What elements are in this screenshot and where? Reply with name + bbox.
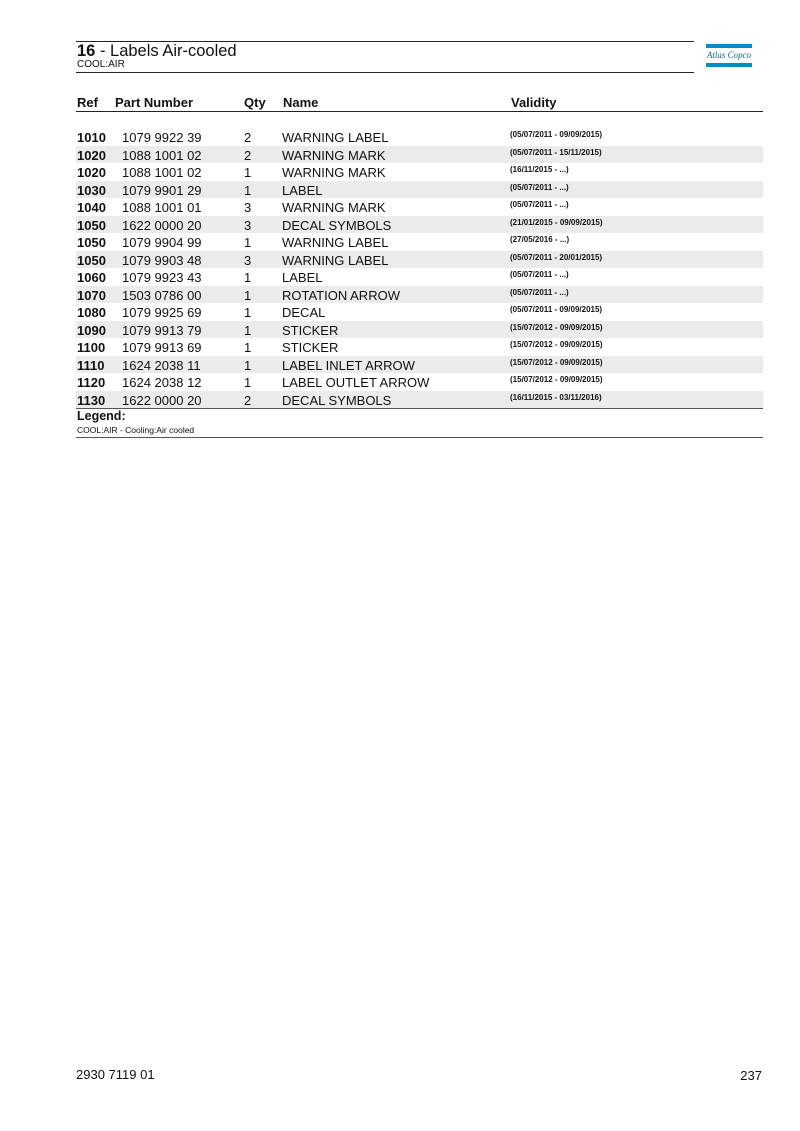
row-validity: (15/07/2012 - 09/09/2015) [510,357,603,367]
table-row [76,233,763,251]
footer-page-number: 237 [740,1068,762,1083]
row-validity: (05/07/2011 - 15/11/2015) [510,147,602,157]
row-part-number: 1079 9923 43 [122,270,202,285]
column-header-rule [76,111,763,112]
row-validity: (15/07/2012 - 09/09/2015) [510,322,603,332]
row-ref: 1120 [77,375,106,390]
row-name: LABEL [282,270,323,285]
row-part-number: 1079 9913 79 [122,322,202,338]
row-qty: 1 [244,287,252,303]
row-part-number: 1079 9901 29 [122,182,202,198]
row-qty: 1 [244,357,252,373]
row-validity: (05/07/2011 - 20/01/2015) [510,252,603,262]
row-name: LABEL INLET ARROW [282,357,415,373]
row-ref: 1030 [77,182,106,198]
row-ref: 1110 [77,357,105,373]
row-validity: (16/11/2015 - ...) [510,165,569,174]
row-ref: 1130 [77,392,106,408]
table-row [76,303,763,321]
page-subtitle: COOL:AIR [77,59,125,70]
col-header-qty: Qty [244,95,266,110]
row-qty: 3 [244,252,252,268]
row-validity: (16/11/2015 - 03/11/2016) [510,392,602,402]
header-bottom-rule [76,72,694,73]
table-row [76,181,763,199]
table-row [76,373,763,391]
table-row [76,338,763,356]
table-row [76,216,763,234]
logo-bar-bottom [706,63,752,67]
row-qty: 2 [244,147,252,163]
col-header-part-number: Part Number [115,95,194,110]
col-header-name: Name [283,95,319,110]
col-header-validity: Validity [511,95,557,110]
row-name: WARNING MARK [282,147,386,163]
row-name: DECAL [282,305,326,320]
row-qty: 2 [244,392,252,408]
row-part-number: 1079 9904 99 [122,235,202,250]
row-validity: (05/07/2011 - ...) [510,200,569,209]
page-title [77,41,237,61]
logo-text: Atlas Copco [706,50,752,60]
table-row [76,163,763,181]
row-name: WARNING LABEL [282,235,389,250]
row-part-number: 1079 9922 39 [122,130,202,145]
row-validity: (27/05/2016 - ...) [510,235,570,244]
row-qty: 1 [244,340,252,355]
row-name: LABEL [282,182,323,198]
table-row [76,146,763,164]
row-name: ROTATION ARROW [282,287,400,303]
row-name: WARNING MARK [282,200,386,215]
row-ref: 1050 [77,252,106,268]
row-name: STICKER [282,322,339,338]
row-part-number: 1622 0000 20 [122,217,202,233]
row-part-number: 1079 9913 69 [122,340,202,355]
row-name: WARNING MARK [282,165,386,180]
footer-doc-number: 2930 7119 01 [76,1067,155,1082]
table-row [76,198,763,216]
row-part-number: 1622 0000 20 [122,392,202,408]
row-validity: (21/01/2015 - 09/09/2015) [510,217,603,227]
legend-title: Legend: [77,409,126,423]
legend-bottom-rule [76,437,763,438]
table-row [76,268,763,286]
row-name: DECAL SYMBOLS [282,392,392,408]
row-ref: 1100 [77,340,106,355]
atlas-copco-logo [706,44,752,68]
row-qty: 3 [244,217,252,233]
row-part-number: 1503 0786 00 [122,287,202,303]
row-name: LABEL OUTLET ARROW [282,375,430,390]
table-bottom-rule [76,408,763,409]
row-ref: 1090 [77,322,106,338]
table-row [76,321,763,339]
row-ref: 1020 [77,147,106,163]
logo-bar-top [706,44,752,48]
row-validity: (05/07/2011 - ...) [510,182,569,192]
row-part-number: 1079 9925 69 [122,305,202,320]
row-ref: 1070 [77,287,106,303]
row-qty: 3 [244,200,252,215]
row-qty: 1 [244,270,252,285]
row-validity: (15/07/2012 - 09/09/2015) [510,375,603,384]
row-qty: 1 [244,305,252,320]
row-part-number: 1624 2038 11 [122,357,201,373]
row-part-number: 1088 1001 02 [122,147,202,163]
row-ref: 1080 [77,305,106,320]
row-part-number: 1079 9903 48 [122,252,202,268]
row-ref: 1050 [77,235,106,250]
section-title: - Labels Air-cooled [95,42,237,60]
row-qty: 1 [244,182,252,198]
table-row [76,251,763,269]
parts-table [76,128,763,408]
row-qty: 1 [244,165,252,180]
row-validity: (05/07/2011 - 09/09/2015) [510,130,603,139]
row-qty: 1 [244,235,252,250]
col-header-ref: Ref [77,95,98,110]
row-validity: (05/07/2011 - 09/09/2015) [510,305,603,314]
table-row [76,286,763,304]
row-ref: 1060 [77,270,106,285]
table-row [76,128,763,146]
row-ref: 1020 [77,165,106,180]
table-row [76,391,763,409]
row-qty: 1 [244,322,252,338]
row-name: WARNING LABEL [282,130,389,145]
row-part-number: 1088 1001 01 [122,200,202,215]
row-ref: 1040 [77,200,106,215]
row-ref: 1050 [77,217,106,233]
row-name: WARNING LABEL [282,252,389,268]
row-name: DECAL SYMBOLS [282,217,392,233]
table-row [76,356,763,374]
row-part-number: 1088 1001 02 [122,165,202,180]
row-ref: 1010 [77,130,106,145]
row-qty: 1 [244,375,252,390]
row-validity: (15/07/2012 - 09/09/2015) [510,340,603,349]
row-part-number: 1624 2038 12 [122,375,202,390]
row-validity: (05/07/2011 - ...) [510,270,569,279]
row-name: STICKER [282,340,339,355]
row-qty: 2 [244,130,252,145]
section-number: 16 [77,42,96,60]
legend-text: COOL:AIR - Cooling:Air cooled [77,425,195,435]
row-validity: (05/07/2011 - ...) [510,287,569,297]
